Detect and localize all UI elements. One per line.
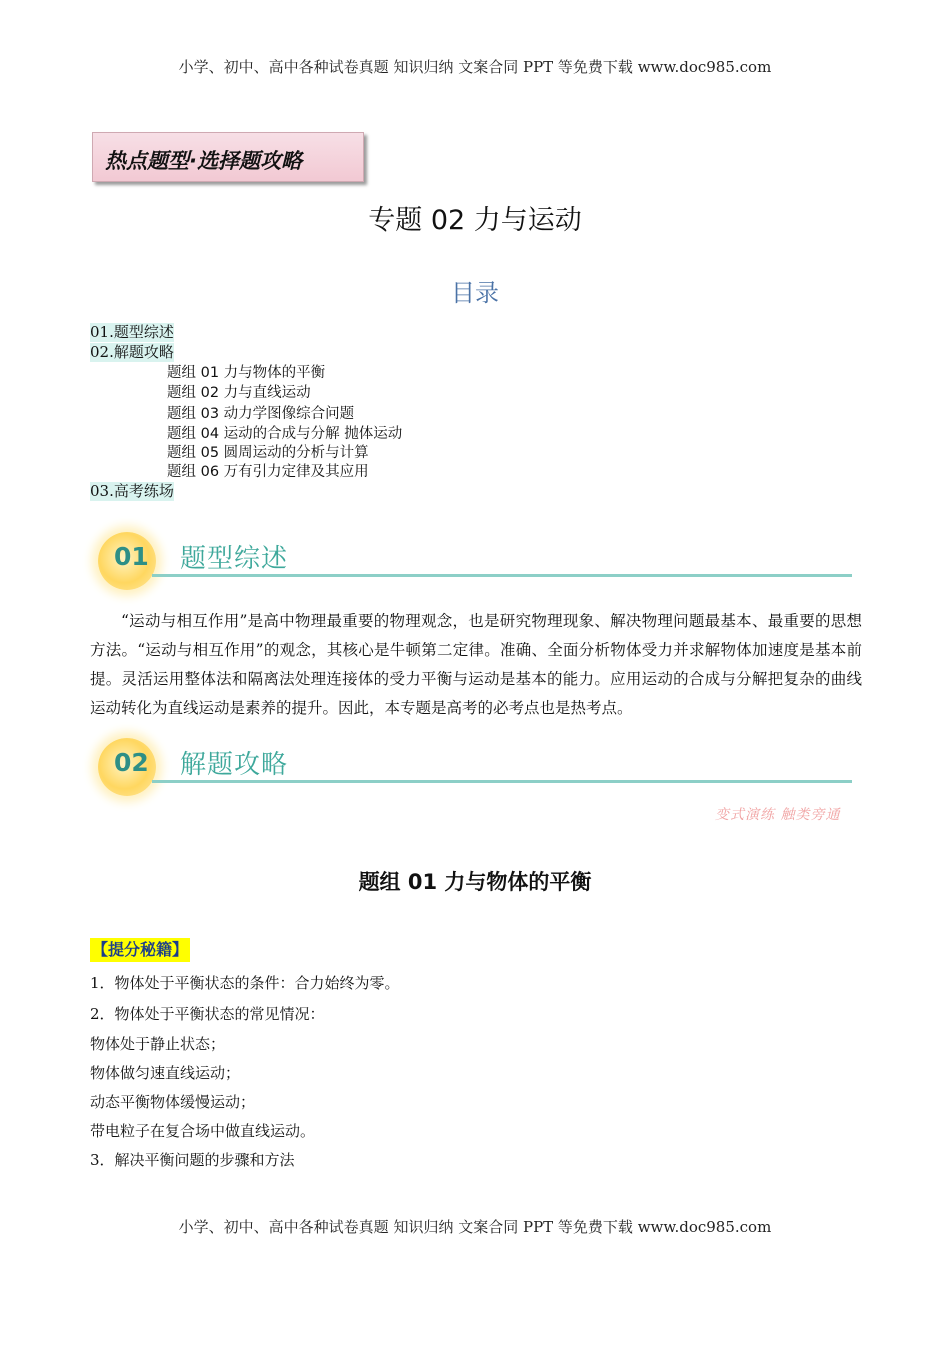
- group-title: 题组 01 力与物体的平衡: [358, 870, 592, 894]
- page-header: 小学、初中、高中各种试卷真题 知识归纳 文案合同 PPT 等免费下载 www.doc985.com: [178, 58, 772, 76]
- content-line: 3．解决平衡问题的步骤和方法: [90, 1151, 295, 1169]
- section-header-overview: [92, 526, 872, 596]
- toc-group-05[interactable]: 题组 05 圆周运动的分析与计算: [167, 445, 369, 461]
- section-number: 02: [114, 748, 149, 777]
- toc-group-02[interactable]: 题组 02 力与直线运动: [167, 385, 311, 401]
- section-label: 题型综述: [180, 544, 289, 574]
- page-title: 专题 02 力与运动: [368, 205, 582, 236]
- slogan-text: 变式演练 触类旁通: [715, 807, 841, 823]
- content-line: 动态平衡物体缓慢运动；: [90, 1093, 256, 1111]
- page-footer: 小学、初中、高中各种试卷真题 知识归纳 文案合同 PPT 等免费下载 www.doc985.com: [178, 1218, 772, 1236]
- content-line: 带电粒子在复合场中做直线运动。: [90, 1122, 316, 1140]
- topic-banner: 热点题型·选择题攻略: [92, 132, 364, 182]
- section-divider: [152, 780, 852, 783]
- overview-paragraph: “运动与相互作用”是高中物理最重要的物理观念，也是研究物理现象、解决物理问题最基本、最重要的思想方法。“运动与相互作用”的观念，其核心是牛顿第二定律。准确、全面分析物体受力并求解物体加速度是基本前提。灵活运用整体法和隔离法处理连接体的受力平衡与运动是基本的能力。应用运动的合成与分解把复杂的曲线运动转化为直线运动是素养的提升。因此，本专题是高考的必考点也是热考点。: [90, 612, 862, 717]
- content-line: 物体处于静止状态；: [90, 1035, 226, 1053]
- section-divider: [152, 574, 852, 577]
- toc-group-04[interactable]: 题组 04 运动的合成与分解 抛体运动: [167, 426, 403, 442]
- toc-title: 目录: [451, 279, 499, 307]
- toc-group-01[interactable]: 题组 01 力与物体的平衡: [167, 365, 326, 381]
- toc-group-06[interactable]: 题组 06 万有引力定律及其应用: [167, 464, 369, 480]
- toc-item-overview[interactable]: 01.题型综述: [90, 323, 174, 341]
- content-line: 2．物体处于平衡状态的常见情况：: [90, 1005, 325, 1023]
- section-label: 解题攻略: [180, 750, 289, 780]
- section-number: 01: [114, 542, 149, 571]
- toc-item-practice[interactable]: 03.高考练场: [90, 482, 174, 500]
- content-line: 1．物体处于平衡状态的条件：合力始终为零。: [90, 974, 400, 992]
- section-header-strategy: [92, 732, 872, 802]
- toc-group-03[interactable]: 题组 03 动力学图像综合问题: [167, 406, 355, 422]
- tip-tag: 【提分秘籍】: [90, 938, 190, 962]
- toc-item-strategy[interactable]: 02.解题攻略: [90, 343, 174, 361]
- content-line: 物体做匀速直线运动；: [90, 1064, 241, 1082]
